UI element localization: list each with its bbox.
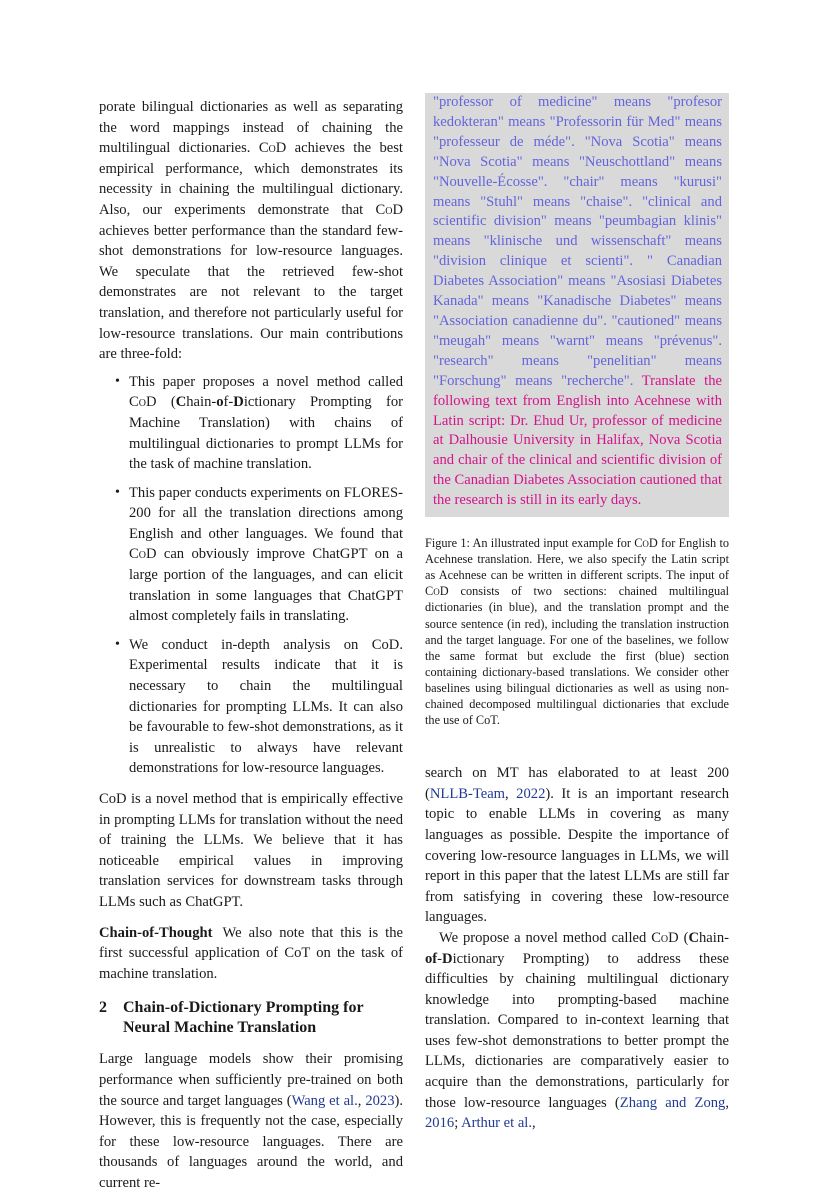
body-paragraph: Large language models show their promising performance when sufficiently pre-trained on both the source and target languages (Wang et al., 2023). However, this is frequently not the case, especially for these low-resource languages. There are thousands of languages around the world, and current re-: [99, 1051, 404, 1191]
citation-link[interactable]: Arthur et al.: [461, 1115, 533, 1132]
body-paragraph: We propose a novel method called CoD (Chain-of-Dictionary Prompting) to address these difficulties by chaining multilingual dictionary knowledge into prompting-based machine translation. Compared to in-context learning that uses few-shot demonstrations to better prompt the LLMs, dictionaries are comparatively easier to acquire than the demonstrations, particularly for those low-resource languages (Zhang and Zong, 2016; Arthur et al.,: [425, 929, 729, 1132]
cod-acronym: CoD: [129, 546, 157, 563]
cod-acronym: CoD: [425, 584, 449, 599]
figure-prompt-box: [425, 93, 729, 517]
body-paragraph: search on MT has elaborated to at least 200 (NLLB-Team, 2022). It is an important research topic to enable LLMs in covering as many languages as possible. Despite the importance of covering low-resource languages in LLMs, we will report in this paper that the latest LLMs are still far from satisfying in covering these low-resource languages.: [425, 765, 729, 926]
body-paragraph: CoD is a novel method that is empirically effective in prompting LLMs for translation without the need of training the LLMs. We believe that it has noticeable empirical values in improving translation services for downstream tasks through LLMs such as ChatGPT.: [99, 791, 403, 910]
cot-paragraph: Chain-of-Thought We also note that this is the first successful application of CoT on the task of machine translation.: [99, 924, 403, 982]
translation-instruction-text: Translate the following text from English into Acehnese with Latin script: Dr. Ehud Ur, professor of medicine at Dalhousie University in Halifax, Nova Scotia and chair of the clinical and scientific division of the Canadian Diabetes Association cautioned that the research is still in its early days.: [433, 372, 722, 509]
citation-link[interactable]: Wang et al.: [291, 1092, 358, 1109]
cod-acronym: CoD: [258, 140, 287, 157]
citation-year-link[interactable]: 2023: [365, 1092, 395, 1109]
section-number: 2: [99, 999, 107, 1017]
cod-acronym: CoD: [651, 929, 679, 946]
intro-paragraph: porate bilingual dictionaries as well as separating the word mappings instead of chaining the multilingual dictionaries. CoD achieves the best empirical performance, which demonstrates its necessity in chaining the multilingual dictionary. Also, our experiments demonstrate that CoD achieves better performance than the standard few-shot demonstrations for low-resource languages. We speculate that the retrieved few-shot demonstrates are not relevant to the target translation, and therefore not particularly useful for low-resource translations. Our main contributions are three-fold:: [99, 99, 403, 363]
paragraph-runin-heading: Chain-of-Thought: [99, 924, 213, 941]
citation-link[interactable]: Zhang and Zong: [619, 1094, 726, 1111]
figure-label: Figure 1:: [425, 536, 470, 551]
section-heading: [99, 998, 403, 1038]
cod-acronym: CoD: [634, 536, 658, 551]
right-column: [425, 94, 730, 1134]
figure-caption: Figure 1: An illustrated input example for CoD for English to Acehnese translation. Here, we also specify the Latin script as Acehnese can be written in different scripts. The input of CoD consists of two sections: chained multilingual dictionaries (in blue), and the translation prompt and the source sentence (in red), including the translation instruction and the target language. For one of the baselines, we follow the same format but exclude the first (blue) section containing dictionary-based translations. We consider other baselines using bilingual dictionaries as well as using non-chained decomposed multilingual dictionaries that exclude the use of CoT.: [425, 536, 730, 728]
section-title: Chain-of-Dictionary Prompting for Neural Machine Translation: [123, 999, 364, 1037]
cod-acronym: CoD: [375, 201, 403, 218]
contributions-list: [99, 372, 403, 779]
cod-acronym: CoD: [129, 394, 157, 411]
citation-year-link[interactable]: 2022: [516, 785, 546, 802]
list-item: • This paper conducts experiments on FLORES-200 for all the translation directions among English and other languages. We found that CoD can obviously improve ChatGPT on a large portion of the languages, and can elicit translation in some languages that ChatGPT almost completely fails in translating.: [129, 483, 403, 627]
left-column: [99, 97, 403, 1194]
list-item: • This paper proposes a novel method called CoD (Chain-of-Dictionary Prompting for Machine Translation) with chains of multilingual dictionaries to prompt LLMs for the task of machine translation.: [129, 372, 403, 475]
chained-dictionary-text: "professor of medicine" means "profesor kedokteran" means "Professorin für Med" means "professeur de méde". "Nova Scotia" means "Nova Scotia" means "Neuschottland" means "Nouvelle-Écosse". "chair" means "kurusi" means "Stuhl" means "chaise". "clinical and scientific division" means "peumbagian klinis" means "klinische und wissenschaft" means "division clinique et scienti". " Canadian Diabetes Association" means "Asosiasi Diabetes Kanada" means "Kanadische Diabetes" means "Association canadienne du". "cautioned" means "meugah" means "warnt" means "prévenus". "research" means "penelitian" means "Forschung" means "recherche".: [433, 94, 722, 389]
list-item: • We conduct in-depth analysis on CoD. Experimental results indicate that it is necessary to chain the multilingual dictionaries for prompting LLMs. It can also be favourable to few-shot demonstrations, as it is unrealistic to always have relevant demonstrations for low-resource languages.: [129, 635, 403, 779]
citation-link[interactable]: NLLB-Team: [429, 785, 506, 802]
citation-year-link[interactable]: 2016: [425, 1115, 455, 1132]
